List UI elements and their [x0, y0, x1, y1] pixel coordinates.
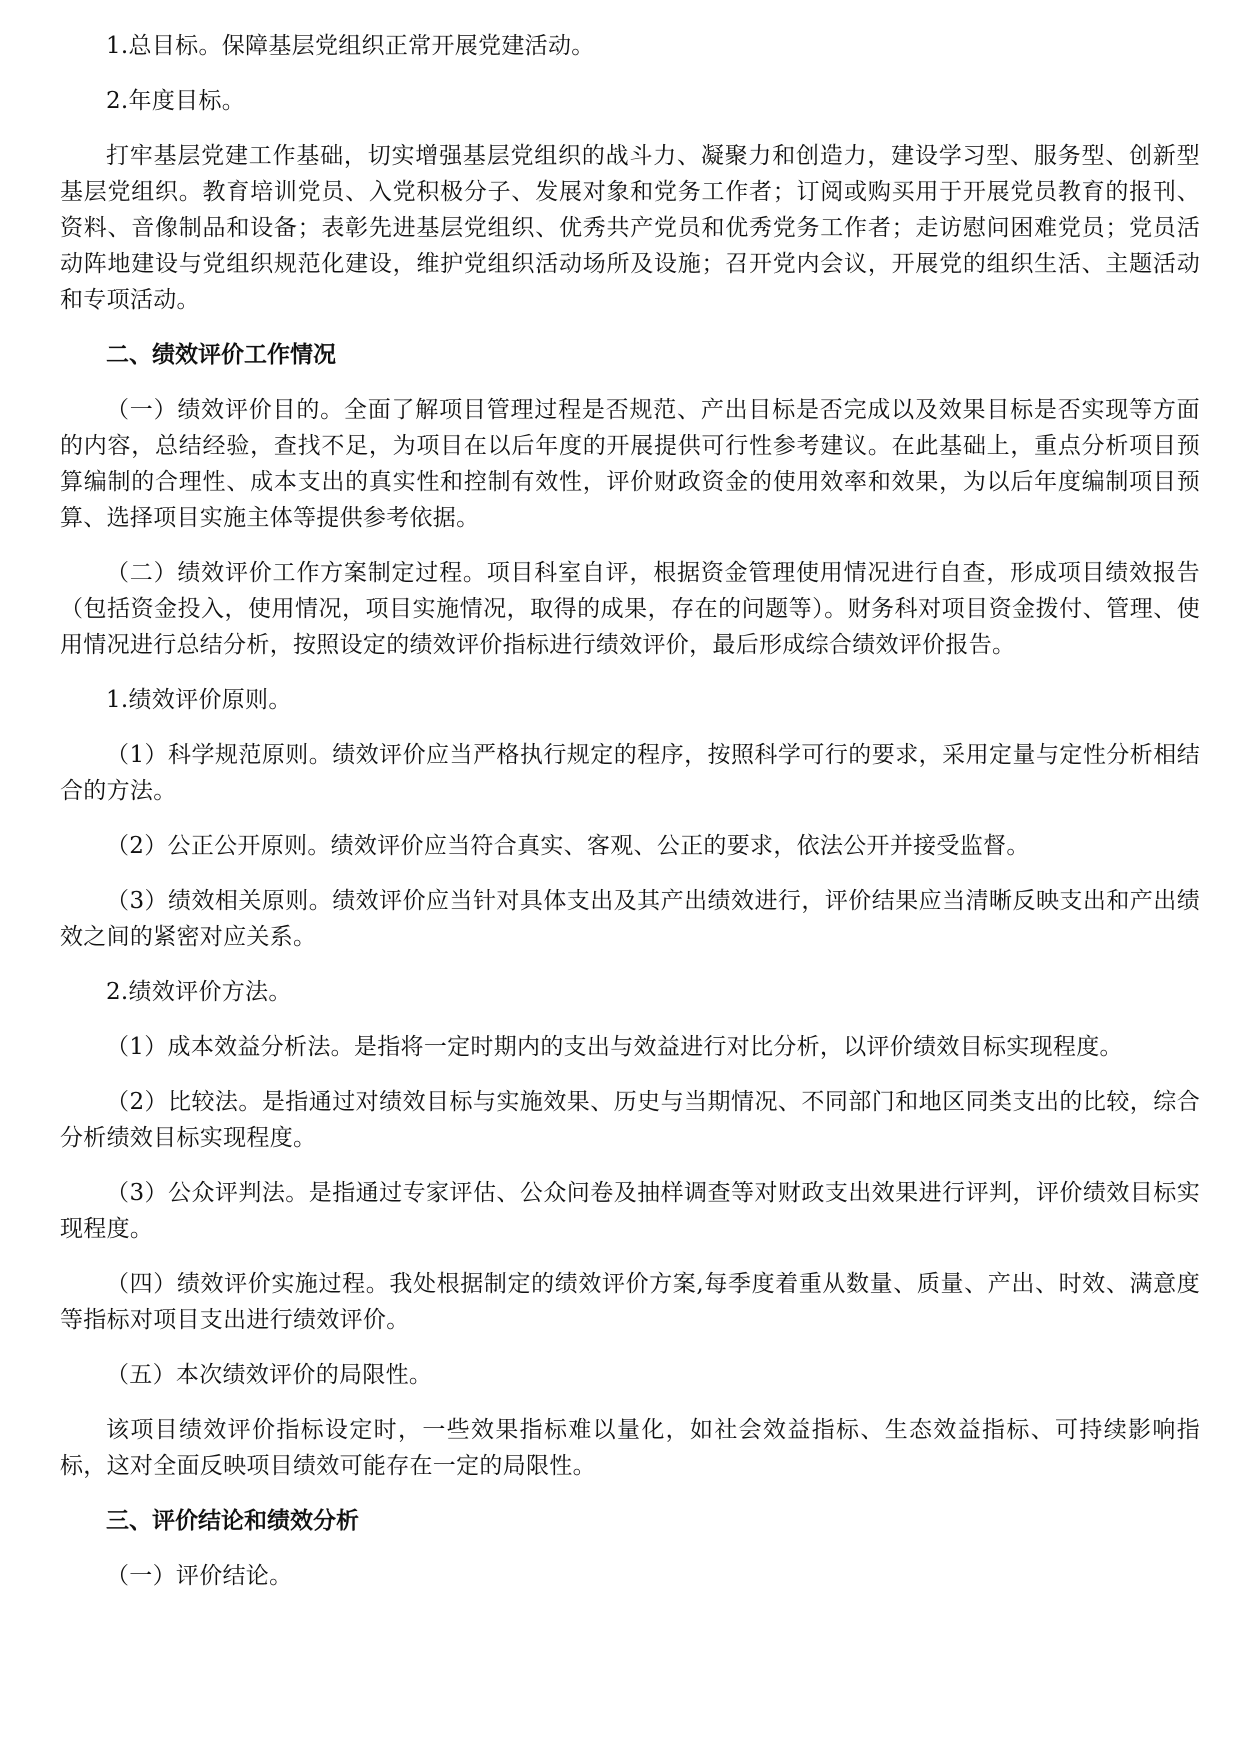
- paragraph-method-3: （3）公众评判法。是指通过专家评估、公众问卷及抽样调查等对财政支出效果进行评判，评价绩效目标实现程度。: [60, 1180, 1200, 1242]
- paragraph-principle-2: （2）公正公开原则。绩效评价应当符合真实、客观、公正的要求，依法公开并接受监督。: [106, 833, 1030, 859]
- paragraph-evaluation-plan: （二）绩效评价工作方案制定过程。项目科室自评，根据资金管理使用情况进行自查，形成项目绩效报告（包括资金投入，使用情况，项目实施情况，取得的成果，存在的问题等）。财务科对项目资金拨付、管理、使用情况进行总结分析，按照设定的绩效评价指标进行绩效评价，最后形成综合绩效评价报告。: [60, 560, 1200, 658]
- section-heading-2: 二、绩效评价工作情况: [106, 342, 336, 368]
- paragraph-evaluation-purpose: （一）绩效评价目的。全面了解项目管理过程是否规范、产出目标是否完成以及效果目标是否实现等方面的内容，总结经验，查找不足，为项目在以后年度的开展提供可行性参考建议。在此基础上，重点分析项目预算编制的合理性、成本支出的真实性和控制有效性，评价财政资金的使用效率和效果，为以后年度编制项目预算、选择项目实施主体等提供参考依据。: [60, 397, 1200, 531]
- paragraph-annual-goal: 2.年度目标。: [106, 88, 246, 114]
- paragraph-principles-title: 1.绩效评价原则。: [106, 687, 292, 713]
- paragraph-principle-3: （3）绩效相关原则。绩效评价应当针对具体支出及其产出绩效进行，评价结果应当清晰反映支出和产出绩效之间的紧密对应关系。: [60, 888, 1200, 950]
- section-heading-3: 三、评价结论和绩效分析: [106, 1508, 359, 1534]
- paragraph-goal-detail: 打牢基层党建工作基础，切实增强基层党组织的战斗力、凝聚力和创造力，建设学习型、服务型、创新型基层党组织。教育培训党员、入党积极分子、发展对象和党务工作者；订阅或购买用于开展党员教育的报刊、资料、音像制品和设备；表彰先进基层党组织、优秀共产党员和优秀党务工作者；走访慰问困难党员；党员活动阵地建设与党组织规范化建设，维护党组织活动场所及设施；召开党内会议，开展党的组织生活、主题活动和专项活动。: [60, 143, 1200, 313]
- paragraph-limitations-title: （五）本次绩效评价的局限性。: [106, 1362, 433, 1388]
- paragraph-limitations-detail: 该项目绩效评价指标设定时，一些效果指标难以量化，如社会效益指标、生态效益指标、可持续影响指标，这对全面反映项目绩效可能存在一定的局限性。: [60, 1417, 1200, 1479]
- paragraph-overall-goal: 1.总目标。保障基层党组织正常开展党建活动。: [106, 33, 595, 59]
- paragraph-implementation: （四）绩效评价实施过程。我处根据制定的绩效评价方案,每季度着重从数量、质量、产出、时效、满意度等指标对项目支出进行绩效评价。: [60, 1271, 1200, 1333]
- paragraph-method-1: （1）成本效益分析法。是指将一定时期内的支出与效益进行对比分析，以评价绩效目标实现程度。: [106, 1034, 1123, 1060]
- paragraph-methods-title: 2.绩效评价方法。: [106, 979, 292, 1005]
- document-page: [60, 28, 1200, 1613]
- paragraph-conclusion-title: （一）评价结论。: [106, 1563, 293, 1589]
- paragraph-principle-1: （1）科学规范原则。绩效评价应当严格执行规定的程序，按照科学可行的要求，采用定量与定性分析相结合的方法。: [60, 742, 1200, 804]
- paragraph-method-2: （2）比较法。是指通过对绩效目标与实施效果、历史与当期情况、不同部门和地区同类支出的比较，综合分析绩效目标实现程度。: [60, 1089, 1200, 1151]
